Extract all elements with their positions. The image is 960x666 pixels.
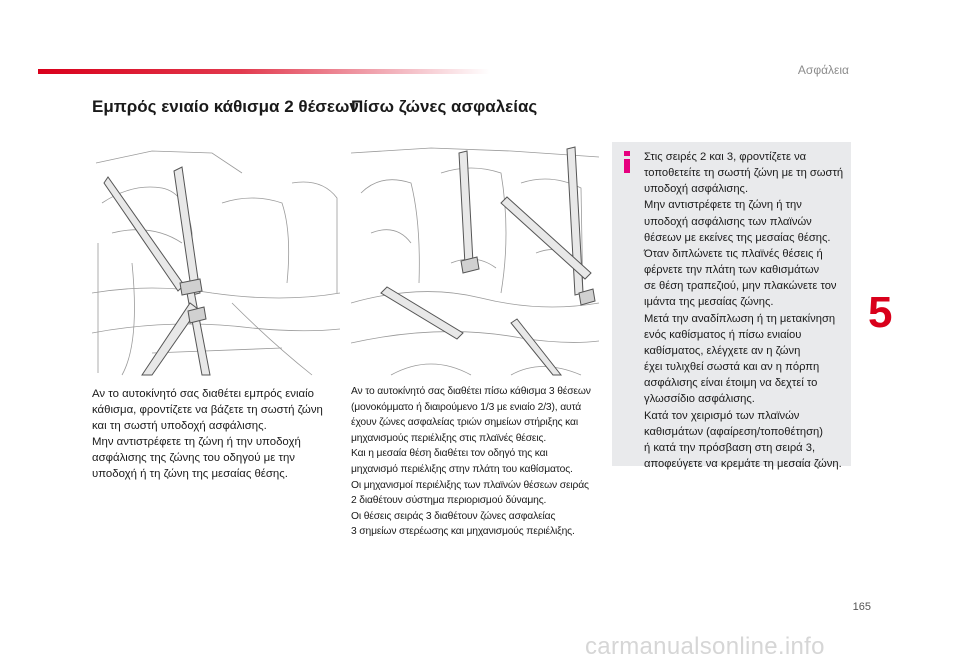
rear-seatbelts-illustration [351,143,599,376]
rear-seatbelts-heading: Πίσω ζώνες ασφαλείας [351,97,538,116]
front-bench-text: Αν το αυτοκίνητό σας διαθέτει εμπρός ενιαίο κάθισμα, φροντίζετε να βάζετε τη σωστή ζώνη και τη σωστή υποδοχή ασφάλισης. Μην αντιστρέφετε τη ζώνη ή την υποδοχή ασφάλισης της ζώνης του οδηγού με την υποδοχή ή τη ζώνη της μεσαίας θέσης. [92,388,323,481]
info-icon [622,151,632,173]
front-bench-heading: Εμπρός ενιαίο κάθισμα 2 θέσεων [92,97,359,116]
header-accent-bar [38,69,490,74]
page-number: 165 [852,601,871,613]
chapter-number: 5 [868,288,893,337]
watermark: carmanualsonline.info [585,633,825,660]
info-text: Στις σειρές 2 και 3, φροντίζετε να τοποθετείτε τη σωστή ζώνη με τη σωστή υποδοχή ασφάλισης. Μην αντιστρέφετε τη ζώνη ή την υποδοχή ασφάλισης των πλαϊνών θέσεων με εκείνες της μεσαίας θέσης. Όταν διπλώνετε τις πλαϊνές θέσεις ή φέρνετε την πλάτη των καθισμάτων σε θέση τραπεζιού, μην πλακώνετε τον ιμάντα της μεσαίας ζώνης. Μετά την αναδίπλωση ή τη μετακίνηση ενός καθίσματος ή πίσω ενιαίου καθίσματος, ελέγχετε αν η ζώνη έχει τυλιχθεί σωστά και αν η πόρπη ασφάλισης είναι έτοιμη να δεχτεί το γλωσσίδιο ασφάλισης. Κατά τον χειρισμό των πλαϊνών καθισμάτων (αφαίρεση/τοποθέτηση) ή κατά την πρόσβαση στη σειρά 3, αποφεύγετε να κρεμάτε τη μεσαία ζώνη. [644,151,844,470]
info-box [612,142,851,470]
section-label: Ασφάλεια [797,63,849,77]
rear-seatbelts-text: Αν το αυτοκίνητό σας διαθέτει πίσω κάθισμα 3 θέσεων (μονοκόμματο ή διαιρούμενο 1/3 με ενιαίο 2/3), αυτά έχουν ζώνες ασφαλείας τριών σημείων στήριξης και μηχανισμούς περιέλιξης στις πλαϊνές θέσεις. Και η μεσαία θέση διαθέτει τον οδηγό της και μηχανισμό περιέλιξης στην πλάτη του καθίσματος. Οι μηχανισμοί περιέλιξης των πλαϊνών θέσεων σειράς 2 διαθέτουν σύστημα περιορισμού δύναμης. Οι θέσεις σειράς 3 διαθέτουν ζώνες ασφαλείας 3 σημείων στερέωσης και μηχανισμούς περιέλιξης. [351,386,591,538]
front-bench-seatbelt-illustration [92,143,340,376]
